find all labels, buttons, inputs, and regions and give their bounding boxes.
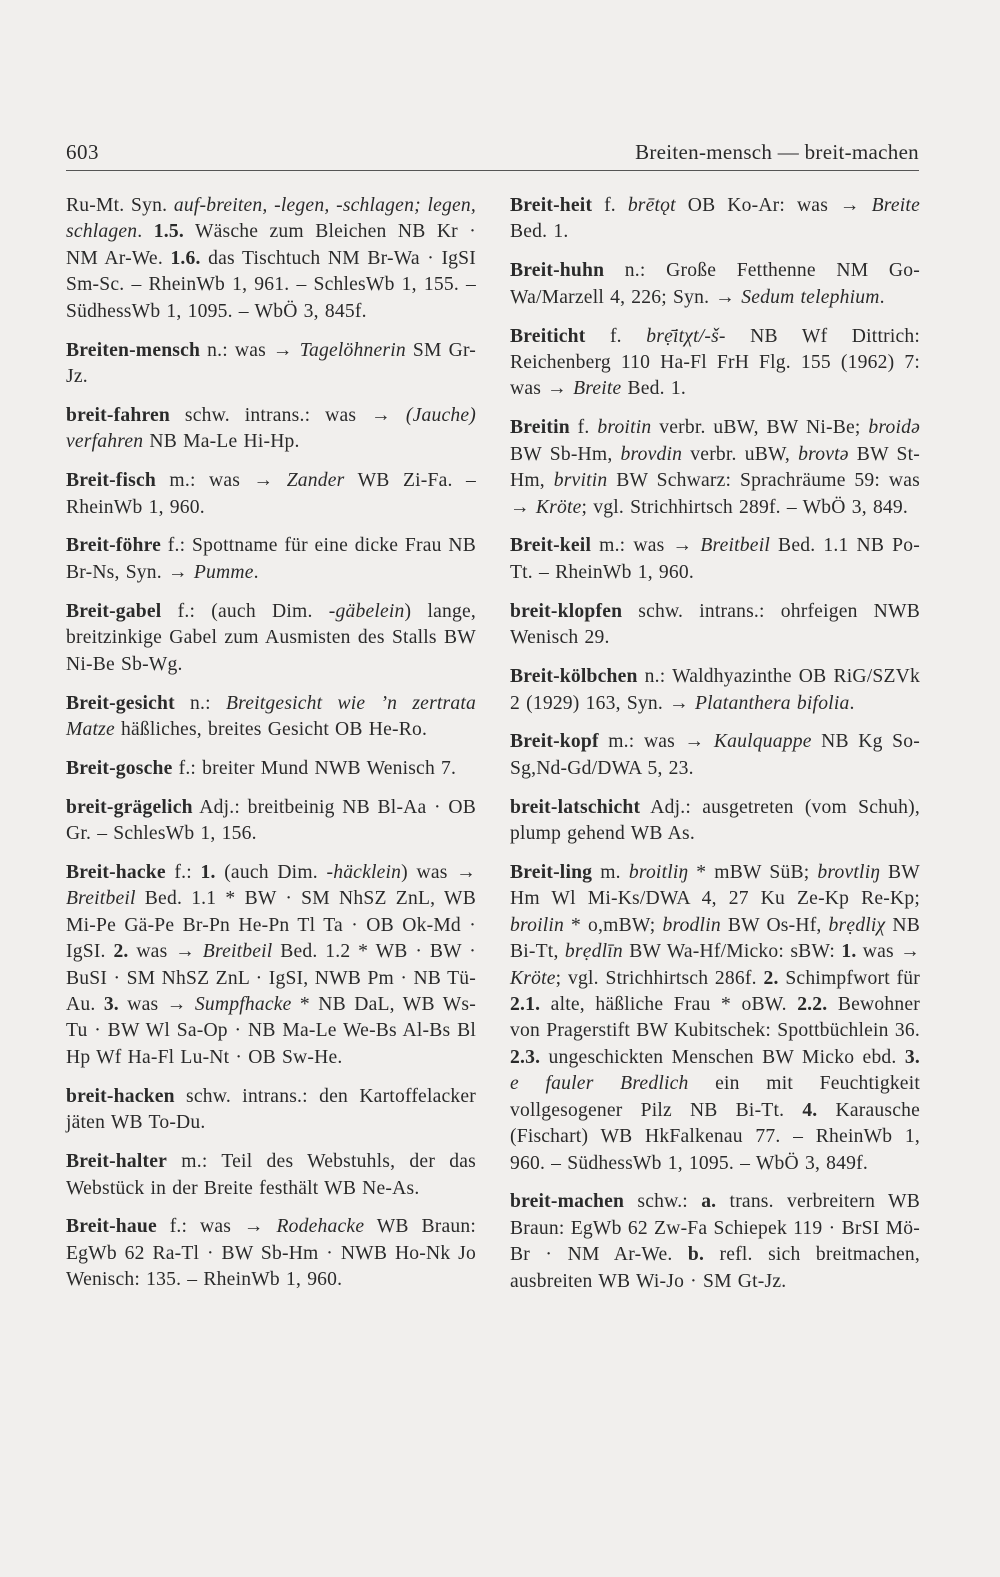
entry-text: OB Ko-Ar: was → bbox=[675, 195, 872, 216]
dictionary-entry bbox=[510, 193, 920, 246]
entry-text: Schimpfwort für bbox=[778, 967, 921, 989]
italic-text: auf-breiten, -legen, -schlagen; legen, schlagen bbox=[66, 195, 476, 243]
page-number: 603 bbox=[66, 140, 99, 164]
sense-number: 1. bbox=[841, 941, 857, 963]
entry-text: f. bbox=[592, 195, 628, 216]
dictionary-entry bbox=[510, 664, 920, 717]
entry-text: f.: (auch Dim. bbox=[161, 600, 329, 622]
entry-text: m.: was → bbox=[156, 470, 287, 492]
entry-text: schw.: bbox=[624, 1191, 702, 1213]
dictionary-entry bbox=[510, 599, 920, 652]
headword: breit-klopfen bbox=[510, 600, 623, 622]
entry-text: Wäsche zum Bleichen NB Kr · NM Ar-We. bbox=[66, 221, 477, 269]
dictionary-entry bbox=[66, 860, 476, 1071]
italic-text: brẹ̄itχt/-š- bbox=[646, 325, 726, 347]
headword: Breit-kopf bbox=[510, 731, 599, 753]
headword: Breiticht bbox=[510, 325, 586, 347]
running-head: Breiten-mensch — breit-machen bbox=[635, 140, 919, 164]
entry-text: das Tischtuch NM Br-Wa · IgSI Sm-Sc. – RheinWb 1, 961. – SchlesWb 1, 155. – SüdhessWb 1, 1095. – WbÖ 3, 845f. bbox=[66, 247, 476, 322]
entry-text: f.: was → bbox=[156, 1216, 277, 1238]
italic-text: brodlin bbox=[662, 914, 721, 936]
italic-text: Breitbeil bbox=[66, 888, 136, 910]
entry-text: BW St-Hm, bbox=[510, 443, 920, 492]
headword: Breit-gosche bbox=[66, 757, 173, 779]
entry-text: Bed. 1.1 NB Po-Tt. – RheinWb 1, 960. bbox=[510, 535, 920, 583]
sense-number: 2. bbox=[113, 941, 129, 963]
entry-text: schw. intrans.: was → bbox=[170, 404, 406, 426]
headword: Breit-gabel bbox=[66, 600, 162, 622]
italic-text: Kröte bbox=[535, 496, 582, 518]
italic-text: Breite bbox=[871, 195, 920, 216]
entry-text: n.: was → bbox=[200, 339, 300, 361]
right-column bbox=[510, 193, 920, 1308]
entry-text: * NB DaL, WB Ws-Tu · BW Wl Sa-Op · NB Ma-Le We-Bs Al-Bs Bl Hp Wf Ha-Fl Lu-Nt · OB Sw-He. bbox=[66, 994, 476, 1068]
dictionary-entry bbox=[66, 1214, 476, 1293]
entry-text: häßliches, breites Gesicht OB He-Ro. bbox=[114, 718, 428, 740]
entry-text: was → bbox=[856, 941, 920, 963]
entry-text: . bbox=[849, 692, 855, 714]
italic-text: brovtliŋ bbox=[817, 862, 880, 884]
entry-text: * o,mBW; bbox=[564, 914, 663, 936]
sense-number: 2.2. bbox=[797, 994, 828, 1016]
entry-text: NB Kg So-Sg,Nd-Gd/DWA 5, 23. bbox=[510, 731, 920, 779]
entry-text: Karausche (Fischart) WB HkFalkenau 77. – RheinWb 1, 960. – SüdhessWb 1, 1095. – WbÖ 3, 849f. bbox=[510, 1099, 920, 1174]
entry-text: BW Wa-Hf/Micko: sBW: bbox=[622, 941, 842, 963]
italic-text: Zander bbox=[286, 470, 345, 492]
sense-number: 4. bbox=[802, 1099, 818, 1121]
headword: breit-latschicht bbox=[510, 796, 641, 818]
dictionary-entry bbox=[510, 1189, 920, 1295]
entry-text: ein mit Feuchtigkeit vollgesogener Pilz NB Bi-Tt. bbox=[510, 1073, 920, 1121]
entry-text: m. bbox=[592, 862, 629, 884]
entry-text: BW Hm Wl Mi-Ks/DWA 4, 27 Ku Ze-Kp Re-Kp; bbox=[510, 862, 920, 910]
italic-text: broilin bbox=[510, 914, 565, 936]
headword: Breiten-mensch bbox=[66, 339, 201, 361]
dictionary-entry bbox=[66, 1149, 476, 1202]
entry-text: Adj.: ausgetreten (vom Schuh), plump gehend WB As. bbox=[510, 796, 920, 845]
left-column bbox=[66, 193, 476, 1306]
headword: Breit-fisch bbox=[66, 470, 156, 492]
entry-text: ungeschickten Menschen BW Micko ebd. bbox=[540, 1046, 905, 1068]
entry-text: m.: was → bbox=[591, 535, 701, 557]
entry-text: Bewohner von Pragerstift BW Kubitschek: Spottbüchlein 36. bbox=[510, 994, 920, 1042]
sense-number: 1.6. bbox=[170, 247, 201, 269]
sense-number: a. bbox=[701, 1191, 717, 1213]
entry-text: refl. sich breitmachen, ausbreiten WB Wi-Jo · SM Gt-Jz. bbox=[510, 1244, 921, 1292]
entry-text: was → bbox=[128, 941, 203, 963]
italic-text: Rodehacke bbox=[276, 1216, 365, 1238]
entry-text: trans. verbreitern WB Braun: EgWb 62 Zw-Fa Schiepek 119 · BrSI Mö-Br · NM Ar-We. bbox=[510, 1191, 920, 1266]
headword: breit-hacken bbox=[66, 1085, 175, 1107]
entry-text: was → bbox=[118, 994, 195, 1016]
headword: Breit-keil bbox=[510, 535, 592, 557]
entry-text: NB Wf Dittrich: Reichenberg 110 Ha-Fl FrH Flg. 155 (1962) 7: was → bbox=[510, 325, 920, 400]
entry-text: BW Os-Hf, bbox=[720, 914, 829, 936]
entry-text: . bbox=[879, 286, 885, 308]
entry-text: Ru-Mt. Syn. bbox=[66, 195, 174, 216]
italic-text: broidə bbox=[868, 417, 920, 439]
italic-text: Sedum telephium bbox=[741, 286, 880, 308]
italic-text: -gäbelein bbox=[328, 600, 405, 622]
italic-text: Kröte bbox=[510, 967, 556, 989]
entry-text: f. bbox=[585, 325, 647, 347]
entry-text: schw. intrans.: ohrfeigen NWB Wenisch 29. bbox=[510, 600, 920, 649]
entry-text: f.: bbox=[165, 862, 201, 884]
headword: Breit-föhre bbox=[66, 535, 162, 557]
entry-text: f. bbox=[569, 417, 598, 439]
italic-text: Platanthera bifolia bbox=[695, 692, 850, 714]
entry-text: alte, häßliche Frau * oBW. bbox=[540, 994, 798, 1016]
entry-text: verbr. uBW, bbox=[682, 443, 799, 465]
entry-text: ; vgl. Strichhirtsch 289f. – WbÖ 3, 849. bbox=[581, 496, 909, 518]
entry-text: (auch Dim. bbox=[215, 862, 327, 884]
sense-number: 3. bbox=[103, 994, 119, 1016]
entry-text: ) was → bbox=[401, 862, 476, 884]
dictionary-entry bbox=[510, 795, 920, 848]
dictionary-entry bbox=[510, 533, 920, 586]
italic-text: Sumpfhacke bbox=[194, 994, 292, 1016]
dictionary-entry bbox=[66, 1084, 476, 1137]
italic-text: broitin bbox=[597, 417, 652, 439]
italic-text: Tagelöhnerin bbox=[299, 339, 406, 361]
headword: Breit-gesicht bbox=[66, 692, 175, 714]
sense-number: 2.1. bbox=[510, 994, 541, 1016]
headword: Breit-kölbchen bbox=[510, 666, 638, 688]
dictionary-entry bbox=[510, 860, 920, 1177]
headword: Breit-halter bbox=[66, 1151, 168, 1173]
italic-text: Kaulquappe bbox=[713, 731, 812, 753]
entry-text: m.: Teil des Webstuhls, der das Webstück in der Breite festhält WB Ne-As. bbox=[66, 1151, 476, 1199]
entry-text: Bed. 1. bbox=[621, 378, 686, 400]
sense-number: 2. bbox=[763, 967, 779, 989]
headword: breit-machen bbox=[510, 1191, 625, 1213]
italic-text: -häcklein bbox=[326, 862, 402, 884]
italic-text: brẹdliχ bbox=[828, 914, 886, 936]
dictionary-entry bbox=[66, 468, 476, 521]
entry-text: . bbox=[253, 561, 259, 583]
dictionary-entry bbox=[510, 258, 920, 311]
entry-text: BW Schwarz: Sprachräume 59: was → bbox=[510, 470, 920, 518]
dictionary-entry bbox=[66, 533, 476, 586]
dictionary-entry bbox=[66, 403, 476, 456]
italic-text: Breitbeil bbox=[700, 535, 770, 557]
entry-text: WB Braun: EgWb 62 Ra-Tl · BW Sb-Hm · NWB Ho-Nk Jo Wenisch: 135. – RheinWb 1, 960. bbox=[66, 1216, 476, 1291]
headword: Breitin bbox=[510, 417, 570, 439]
dictionary-entry bbox=[66, 756, 476, 782]
entry-text: BW Sb-Hm, bbox=[510, 443, 621, 465]
headword: Breit-haue bbox=[66, 1216, 157, 1238]
headword: breit-fahren bbox=[66, 404, 170, 426]
headword: breit-grägelich bbox=[66, 796, 193, 818]
entry-text: m.: was → bbox=[598, 731, 714, 753]
entry-text: schw. intrans.: den Kartoffelacker jäten WB To-Du. bbox=[66, 1085, 476, 1134]
italic-text: brovtə bbox=[798, 443, 849, 465]
entry-text: Bed. 1. bbox=[510, 221, 569, 243]
dictionary-entry bbox=[510, 729, 920, 782]
italic-text: Breitbeil bbox=[202, 941, 273, 963]
italic-text: (Jauche) verfahren bbox=[66, 404, 476, 453]
headword: Breit-ling bbox=[510, 862, 593, 884]
dictionary-entry bbox=[66, 338, 476, 391]
italic-text: brovdin bbox=[620, 443, 683, 465]
entry-text: . bbox=[137, 221, 154, 243]
italic-text: Pumme bbox=[193, 561, 254, 583]
entry-text: SM Gr-Jz. bbox=[66, 339, 476, 387]
entry-text: n.: Große Fetthenne NM Go-Wa/Marzell 4, 226; Syn. → bbox=[510, 260, 920, 308]
sense-number: 2.3. bbox=[510, 1046, 541, 1068]
dictionary-entry bbox=[66, 795, 476, 848]
entry-text: * mBW SüB; bbox=[688, 862, 818, 884]
headword: Breit-hacke bbox=[66, 862, 166, 884]
headword: Breit-huhn bbox=[510, 260, 605, 282]
entry-text: Bed. 1.1 * BW · SM NhSZ ZnL, WB Mi-Pe Gä-Pe Br-Pn He-Pn Tl Ta · OB Ok-Md · IgSI. bbox=[66, 888, 476, 963]
entry-text: Adj.: breitbeinig NB Bl-Aa · OB Gr. – SchlesWb 1, 156. bbox=[66, 796, 476, 845]
dictionary-entry bbox=[66, 599, 476, 678]
entry-text: n.: bbox=[174, 692, 226, 714]
sense-number: 1. bbox=[200, 862, 216, 884]
page-header bbox=[66, 140, 919, 171]
italic-text: brvitin bbox=[553, 470, 608, 492]
entry-continuation bbox=[66, 193, 476, 325]
headword: Breit-heit bbox=[510, 195, 593, 216]
sense-number: b. bbox=[687, 1244, 705, 1266]
entry-text: ) lange, breitzinkige Gabel zum Ausmisten des Stalls BW Ni-Be Sb-Wg. bbox=[66, 600, 476, 675]
italic-text: brētǫt bbox=[627, 195, 676, 216]
italic-text: Breitgesicht wie ’n zertrata Matze bbox=[66, 692, 476, 740]
dictionary-entry bbox=[510, 415, 920, 521]
entry-text: ; vgl. Strichhirtsch 286f. bbox=[555, 967, 764, 989]
entry-text: verbr. uBW, BW Ni-Be; bbox=[651, 417, 869, 439]
entry-text: Bed. 1.2 * WB · BW · BuSI · SM NhSZ ZnL · IgSI, NWB Pm · NB Tü-Au. bbox=[66, 941, 476, 1016]
entry-text: WB Zi-Fa. – RheinWb 1, 960. bbox=[66, 470, 476, 518]
entry-text: f.: Spottname für eine dicke Frau NB Br-Ns, Syn. → bbox=[66, 535, 476, 583]
dictionary-entry bbox=[510, 324, 920, 403]
italic-text: broitliŋ bbox=[628, 862, 689, 884]
sense-number: 1.5. bbox=[153, 221, 184, 243]
entry-text: NB Bi-Tt, bbox=[510, 914, 920, 963]
dictionary-entry bbox=[66, 691, 476, 744]
entry-text: f.: breiter Mund NWB Wenisch 7. bbox=[172, 757, 457, 779]
entry-text: NB Ma-Le Hi-Hp. bbox=[143, 431, 300, 453]
italic-text: brẹdlīn bbox=[564, 941, 623, 963]
italic-text: Breite bbox=[573, 378, 622, 400]
sense-number: 3. bbox=[904, 1046, 920, 1068]
italic-text: e fauler Bredlich bbox=[510, 1073, 689, 1095]
entry-text: n.: Waldhyazinthe OB RiG/SZVk 2 (1929) 163, Syn. → bbox=[510, 666, 920, 714]
